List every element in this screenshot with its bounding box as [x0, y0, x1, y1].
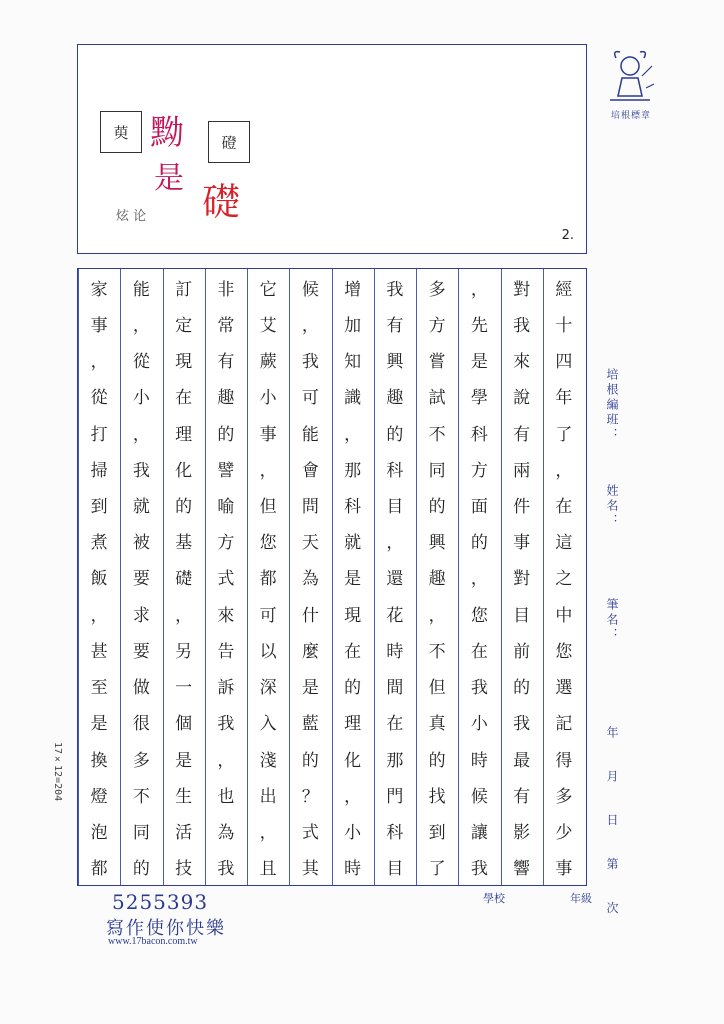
grid-cell: 入 [259, 714, 277, 735]
grid-cell: 掃 [90, 460, 108, 481]
left-char: 萸 [113, 123, 129, 142]
grid-cell: 您 [259, 533, 277, 554]
grid-cell: 您 [555, 641, 573, 662]
grid-cell: 最 [513, 750, 531, 771]
grid-cell: 能 [301, 424, 319, 445]
grid-cell: 年 [555, 388, 573, 409]
grid-cell: 的 [513, 678, 531, 699]
grid-cell: 那 [386, 750, 404, 771]
grid-cell: 有 [513, 424, 531, 445]
page-number: 2. [561, 228, 574, 243]
grid-cell: 多 [132, 750, 150, 771]
grid-cell: 件 [513, 497, 531, 518]
grid-cell: 影 [513, 823, 531, 844]
grid-cell: 被 [132, 533, 150, 554]
grid-cell: 以 [259, 641, 277, 662]
grid-cell: 趣 [217, 388, 235, 409]
grid-cell: 燈 [90, 786, 108, 807]
grid-cell: 的 [386, 424, 404, 445]
grid-cell: ， [132, 424, 150, 445]
grid-cell: 增 [344, 279, 362, 300]
grid-cell: 我 [217, 859, 235, 880]
grid-cell: 目 [386, 497, 404, 518]
grid-cell: 目 [386, 859, 404, 880]
grid-cell: 做 [132, 678, 150, 699]
grid-cell: 少 [555, 823, 573, 844]
grid-cell: 常 [217, 315, 235, 336]
grid-cell: 事 [259, 424, 277, 445]
grid-cell: ， [344, 786, 362, 807]
grid-cell: 興 [386, 352, 404, 373]
red-correction-right: 礎 [202, 180, 241, 224]
grid-cell: 換 [90, 750, 108, 771]
grid-cell: 找 [428, 786, 446, 807]
grid-cell: 我 [301, 352, 319, 373]
grid-cell: 前 [513, 641, 531, 662]
grid-cell: 個 [175, 714, 193, 735]
manuscript-grid [77, 268, 587, 886]
grid-cell: 可 [259, 605, 277, 626]
website: www.17bacon.com.tw [108, 936, 198, 947]
grid-cell: 也 [217, 786, 235, 807]
grid-cell: 方 [428, 315, 446, 336]
grid-cell: 問 [301, 497, 319, 518]
grid-cell: 事 [90, 315, 108, 336]
grid-cell: ， [90, 605, 108, 626]
grid-cell: 不 [132, 786, 150, 807]
grid-cell: 都 [259, 569, 277, 590]
grid-cell: 就 [344, 533, 362, 554]
pen-name-label: 筆名： [605, 598, 619, 643]
teacher-comment-box [77, 44, 587, 254]
grid-cell: 化 [344, 750, 362, 771]
grid-cell: 時 [386, 641, 404, 662]
grid-cell: 要 [132, 641, 150, 662]
grid-cell: 它 [259, 279, 277, 300]
grid-cell: 的 [132, 859, 150, 880]
grid-cell: 在 [175, 388, 193, 409]
grid-cell: 響 [513, 859, 531, 880]
grid-cell: 麼 [301, 641, 319, 662]
grid-cell: 活 [175, 823, 193, 844]
grid-cell: ， [175, 605, 193, 626]
grid-cell: 為 [217, 823, 235, 844]
grid-cell: 一 [175, 678, 193, 699]
grid-cell: 真 [428, 714, 446, 735]
grid-cell: 理 [344, 714, 362, 735]
grid-cell: ？ [301, 786, 319, 807]
grid-cell: 很 [132, 714, 150, 735]
grid-cell: 就 [132, 497, 150, 518]
grid-cell: 泡 [90, 823, 108, 844]
grid-cell: 趣 [386, 388, 404, 409]
right-char: 磴 [221, 133, 237, 152]
grid-cell: 至 [90, 678, 108, 699]
grid-cell: 要 [132, 569, 150, 590]
grid-cell: 求 [132, 605, 150, 626]
grid-cell: 記 [555, 714, 573, 735]
grid-cell: 訴 [217, 678, 235, 699]
grid-cell: 小 [344, 823, 362, 844]
grid-cell: 說 [513, 388, 531, 409]
grid-cell: 都 [90, 859, 108, 880]
grid-cell: 化 [175, 460, 193, 481]
grid-cell: 學 [470, 388, 488, 409]
grid-cell: 我 [470, 678, 488, 699]
grid-cell: ， [90, 352, 108, 373]
grid-cell: 那 [344, 460, 362, 481]
right-char-box [208, 121, 250, 163]
grid-cell: 是 [344, 569, 362, 590]
grid-cell: 告 [217, 641, 235, 662]
grid-cell: 識 [344, 388, 362, 409]
grid-column [374, 269, 416, 885]
grid-cell: 式 [301, 823, 319, 844]
red-correction-top2: 是 [154, 161, 184, 196]
grid-cell: 我 [217, 714, 235, 735]
grid-cell: 會 [301, 460, 319, 481]
grid-cell: 的 [217, 424, 235, 445]
grid-cell: 時 [344, 859, 362, 880]
grid-cell: 有 [386, 315, 404, 336]
grid-cell: 家 [90, 279, 108, 300]
grid-cell: 多 [428, 279, 446, 300]
grid-cell: 訂 [175, 279, 193, 300]
grid-column [163, 269, 205, 885]
name-label: 姓名： [605, 484, 619, 529]
grid-cell: 能 [132, 279, 150, 300]
grid-cell: 什 [301, 605, 319, 626]
grid-cell: 多 [555, 786, 573, 807]
grid-cell: 在 [555, 497, 573, 518]
pencil-note: 炫 论 [116, 209, 147, 224]
grid-cell: 是 [470, 352, 488, 373]
grid-cell: 艾 [259, 315, 277, 336]
grid-cell: 其 [301, 859, 319, 880]
grid-cell: 趣 [428, 569, 446, 590]
grid-cell: 是 [175, 750, 193, 771]
grid-cell: 打 [90, 424, 108, 445]
grid-cell: 還 [386, 569, 404, 590]
grid-cell: 小 [132, 388, 150, 409]
grid-cell: ， [470, 569, 488, 590]
grid-cell: ， [470, 279, 488, 300]
grid-cell: ， [344, 424, 362, 445]
grid-cell: 在 [344, 641, 362, 662]
grid-cell: 且 [259, 859, 277, 880]
grid-column [205, 269, 247, 885]
grid-cell: 理 [175, 424, 193, 445]
grid-cell: 在 [386, 714, 404, 735]
grid-cell: 到 [428, 823, 446, 844]
grid-cell: ， [217, 750, 235, 771]
grid-cell: 了 [555, 424, 573, 445]
grid-cell: 深 [259, 678, 277, 699]
grid-cell: 基 [175, 533, 193, 554]
grid-cell: 加 [344, 315, 362, 336]
grid-cell: 我 [386, 279, 404, 300]
grid-cell: 得 [555, 750, 573, 771]
grid-cell: 科 [386, 460, 404, 481]
grid-cell: 候 [301, 279, 319, 300]
grid-cell: ， [259, 823, 277, 844]
grid-cell: 目 [513, 605, 531, 626]
grid-cell: 面 [470, 497, 488, 518]
grid-cell: 有 [217, 352, 235, 373]
grid-cell: ， [428, 605, 446, 626]
grid-cell: 的 [470, 533, 488, 554]
grid-cell: 為 [301, 569, 319, 590]
grid-cell: 花 [386, 605, 404, 626]
grid-cell: 的 [428, 750, 446, 771]
grid-cell: 來 [217, 605, 235, 626]
grid-cell: 我 [513, 315, 531, 336]
grid-cell: 礎 [175, 569, 193, 590]
grid-cell: 先 [470, 315, 488, 336]
grid-cell: ， [259, 460, 277, 481]
grid-cell: 的 [344, 678, 362, 699]
grid-cell: 之 [555, 569, 573, 590]
grid-cell: ， [386, 533, 404, 554]
grid-cell: 對 [513, 279, 531, 300]
school-label: 學校 [483, 892, 505, 905]
red-correction-top: 黝 [150, 113, 184, 153]
grid-cell: ， [301, 315, 319, 336]
grid-cell: 同 [132, 823, 150, 844]
grid-cell: 科 [386, 823, 404, 844]
grid-column [247, 269, 289, 885]
grid-column [501, 269, 543, 885]
logo-figure-icon [602, 48, 658, 108]
grid-cell: 不 [428, 424, 446, 445]
grid-cell: 但 [428, 678, 446, 699]
grid-cell: 同 [428, 460, 446, 481]
grid-column [458, 269, 500, 885]
grid-count-label: 17×12=204 [52, 742, 63, 802]
grid-cell: 兩 [513, 460, 531, 481]
grid-column [416, 269, 458, 885]
grid-cell: 飯 [90, 569, 108, 590]
grid-cell: 從 [90, 388, 108, 409]
grid-cell: 經 [555, 279, 573, 300]
grid-cell: 的 [428, 497, 446, 518]
grid-column [332, 269, 374, 885]
grid-cell: 嘗 [428, 352, 446, 373]
grid-cell: 式 [217, 569, 235, 590]
grid-cell: 定 [175, 315, 193, 336]
grid-cell: 間 [386, 678, 404, 699]
grid-cell: 的 [175, 497, 193, 518]
grade-label: 年級 [570, 892, 592, 905]
grid-column [543, 269, 585, 885]
grid-cell: 有 [513, 786, 531, 807]
grid-cell: 煮 [90, 533, 108, 554]
grid-cell: 來 [513, 352, 531, 373]
grid-cell: 喻 [217, 497, 235, 518]
grid-cell: 時 [470, 750, 488, 771]
grid-cell: 門 [386, 786, 404, 807]
grid-cell: 我 [513, 714, 531, 735]
grid-cell: 了 [428, 859, 446, 880]
grid-cell: 甚 [90, 641, 108, 662]
grid-cell: 小 [470, 714, 488, 735]
grid-cell: 可 [301, 388, 319, 409]
grid-cell: 中 [555, 605, 573, 626]
grid-cell: 從 [132, 352, 150, 373]
grid-cell: 興 [428, 533, 446, 554]
grid-column [120, 269, 162, 885]
grid-cell: 到 [90, 497, 108, 518]
grid-cell: 您 [470, 605, 488, 626]
class-id-label: 培根編班： [605, 368, 619, 443]
grid-column [78, 269, 120, 885]
grid-cell: 出 [259, 786, 277, 807]
grid-cell: 知 [344, 352, 362, 373]
grid-cell: 方 [217, 533, 235, 554]
grid-cell: 技 [175, 859, 193, 880]
grid-cell: 是 [90, 714, 108, 735]
grid-cell: ， [132, 315, 150, 336]
grid-cell: 四 [555, 352, 573, 373]
grid-cell: 事 [555, 859, 573, 880]
grid-cell: 的 [301, 750, 319, 771]
grid-cell: 方 [470, 460, 488, 481]
phone-number: 5255393 [112, 890, 209, 914]
left-char-box [100, 111, 142, 153]
grid-cell: 另 [175, 641, 193, 662]
grid-cell: 譬 [217, 460, 235, 481]
date-label: 年 月 日 第 次 [605, 726, 619, 928]
grid-cell: 我 [132, 460, 150, 481]
grid-cell: 蕨 [259, 352, 277, 373]
grid-column [289, 269, 331, 885]
grid-cell: 不 [428, 641, 446, 662]
grid-cell: 科 [470, 424, 488, 445]
grid-cell: 選 [555, 678, 573, 699]
grid-cell: 但 [259, 497, 277, 518]
grid-cell: ， [555, 460, 573, 481]
grid-cell: 讓 [470, 823, 488, 844]
grid-cell: 小 [259, 388, 277, 409]
grid-cell: 對 [513, 569, 531, 590]
grid-cell: 生 [175, 786, 193, 807]
grid-cell: 藍 [301, 714, 319, 735]
grid-cell: 天 [301, 533, 319, 554]
grid-cell: 這 [555, 533, 573, 554]
grid-cell: 試 [428, 388, 446, 409]
grid-cell: 十 [555, 315, 573, 336]
grid-cell: 非 [217, 279, 235, 300]
grid-cell: 是 [301, 678, 319, 699]
grid-cell: 我 [470, 859, 488, 880]
grid-cell: 候 [470, 786, 488, 807]
grid-cell: 在 [470, 641, 488, 662]
grid-cell: 現 [344, 605, 362, 626]
grid-cell: 科 [344, 497, 362, 518]
slogan: 寫作使你快樂 [106, 918, 226, 939]
grid-cell: 事 [513, 533, 531, 554]
grid-cell: 淺 [259, 750, 277, 771]
logo-caption: 培根標章 [610, 111, 651, 121]
grid-cell: 現 [175, 352, 193, 373]
